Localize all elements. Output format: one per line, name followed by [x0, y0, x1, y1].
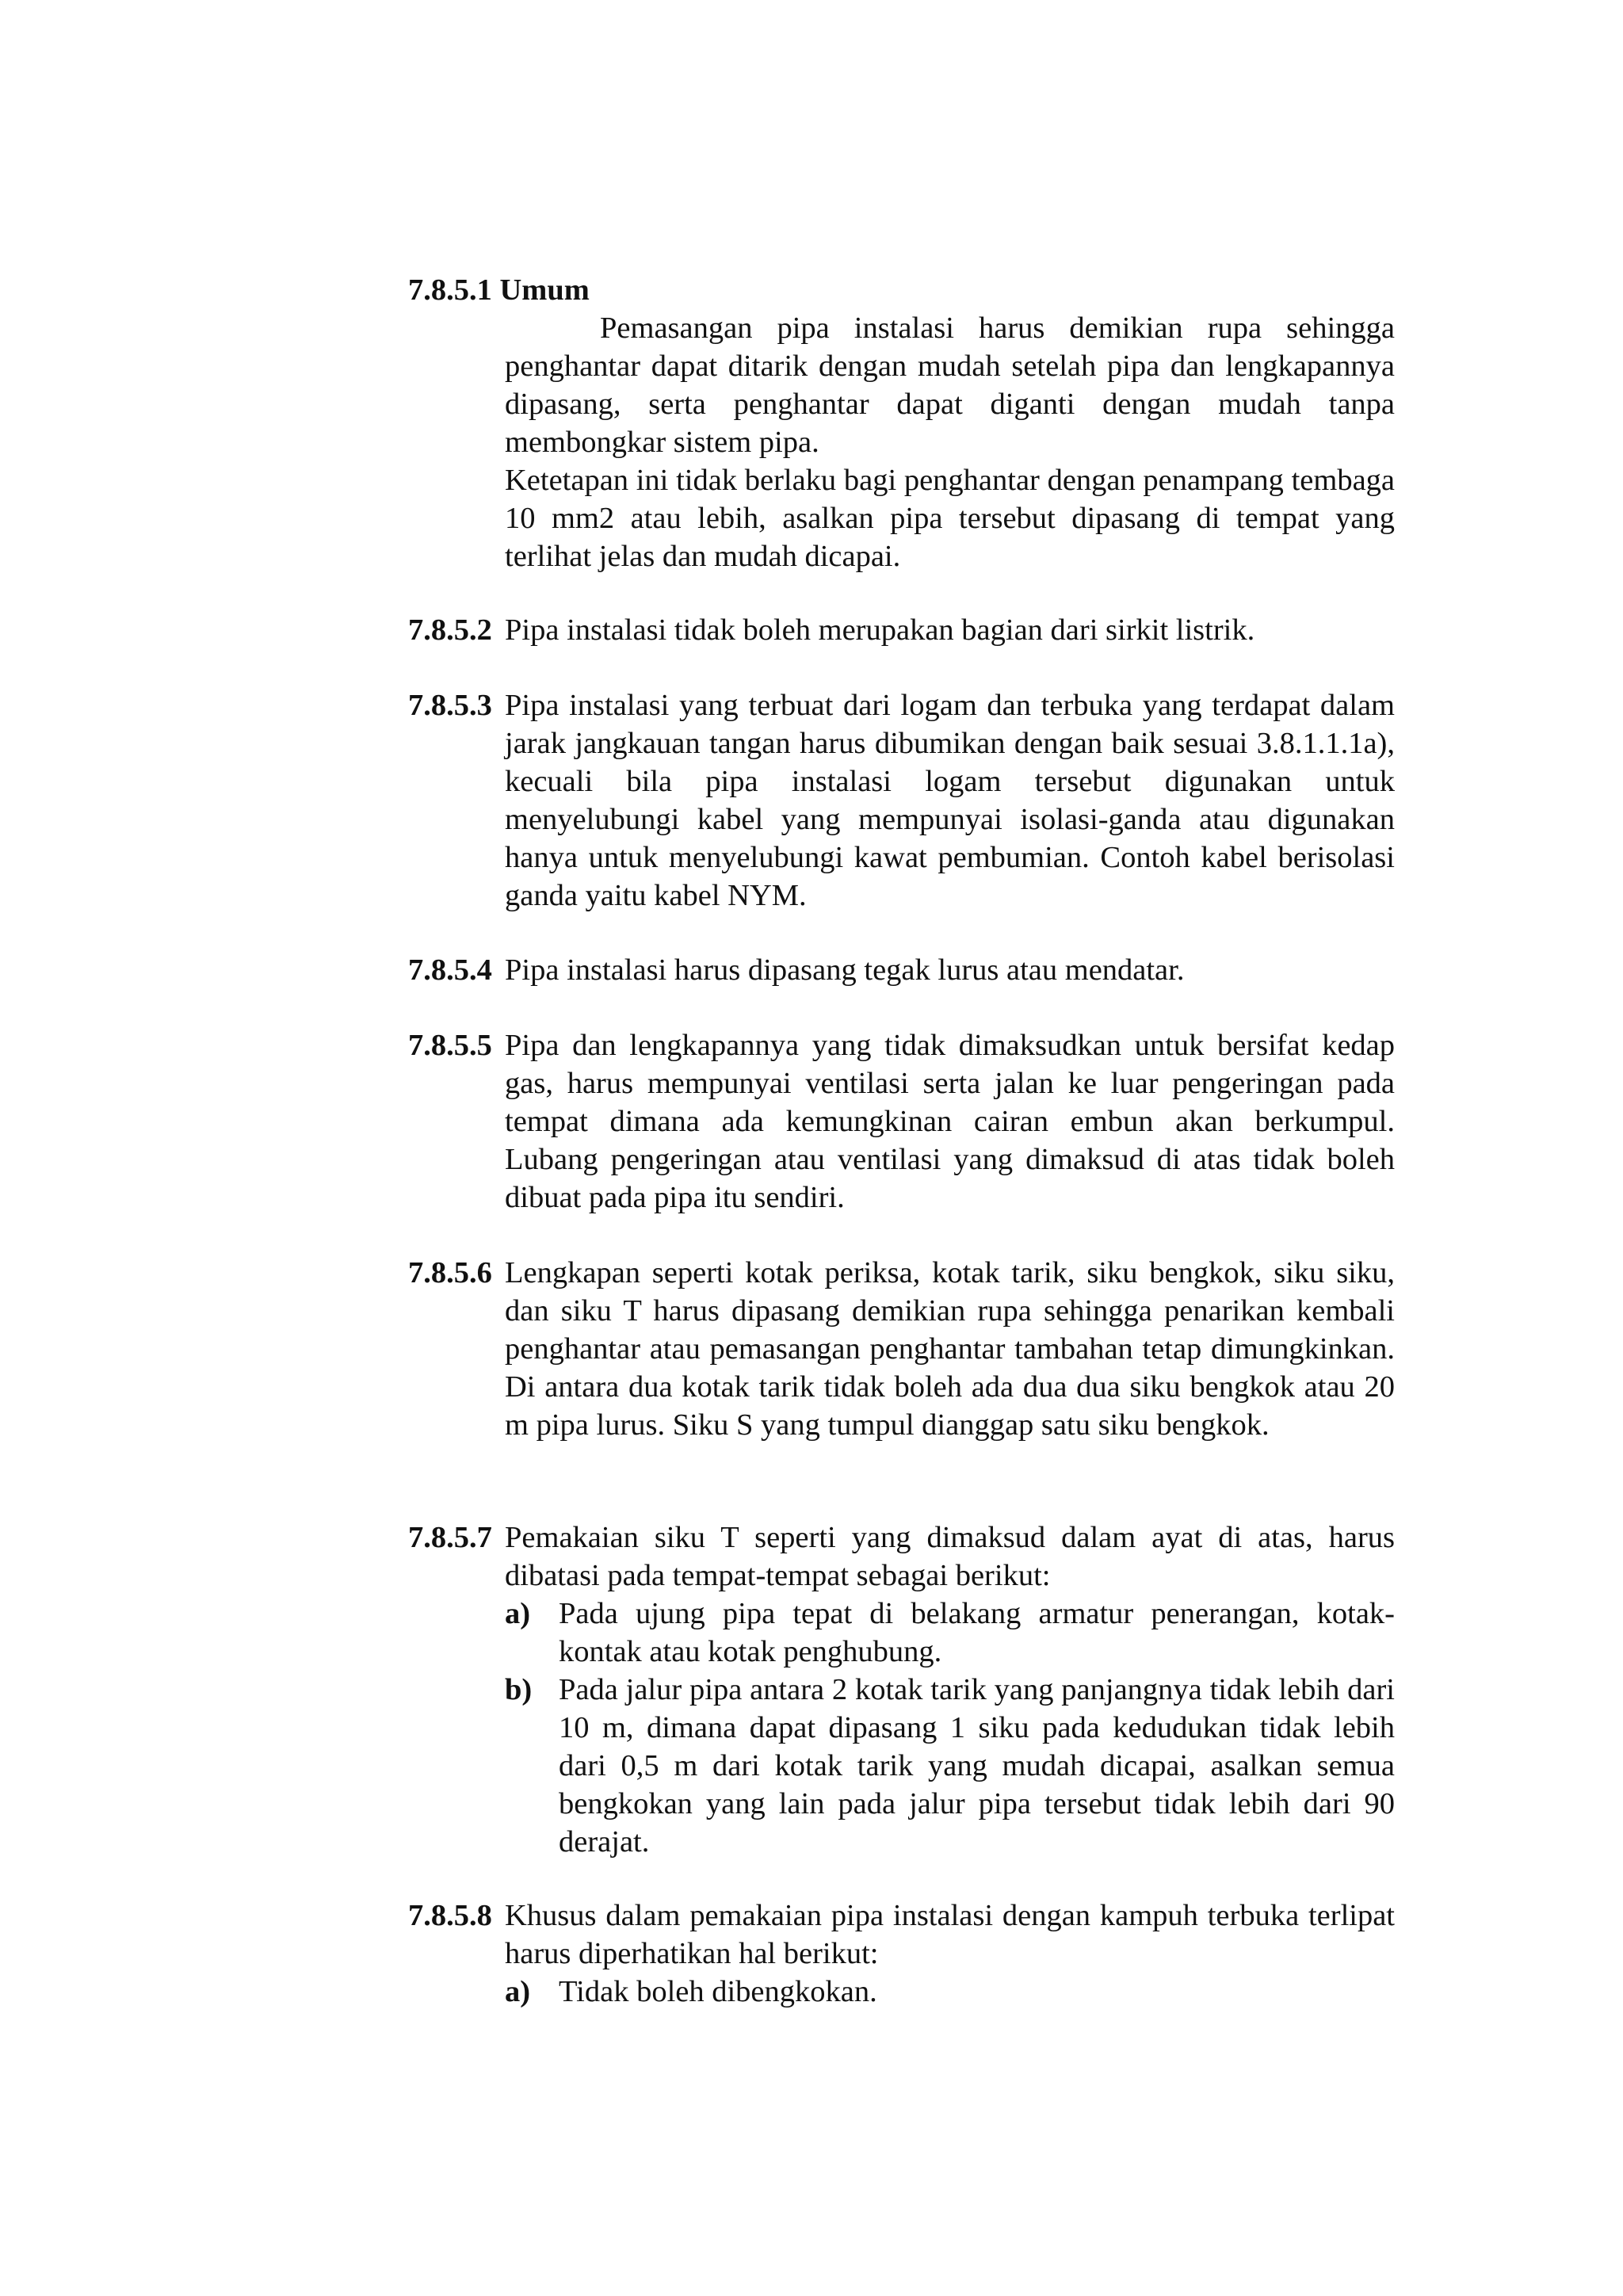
section-text: Pipa instalasi tidak boleh merupakan bagian dari sirkit listrik. [505, 613, 1255, 647]
section-7-8-5-1 [408, 271, 1395, 575]
list-item [505, 1973, 1395, 2011]
section-number: 7.8.5.2 [408, 613, 492, 647]
section-heading [408, 271, 1395, 309]
section-7-8-5-5 [408, 1026, 1395, 1217]
section-number: 7.8.5.4 [408, 953, 492, 987]
section-number: 7.8.5.5 [408, 1029, 492, 1062]
list-item-label: a) [505, 1975, 531, 2008]
section-text: Lengkapan seperti kotak periksa, kotak tarik, siku bengkok, siku siku, dan siku T harus dipasang demikian rupa sehingga penarikan kembali penghantar atau pemasangan penghantar tambahan tetap dimungkinkan. Di antara dua kotak tarik tidak boleh ada dua dua siku bengkok atau 20 m pipa lurus. Siku S yang tumpul dianggap satu siku bengkok. [505, 1256, 1395, 1442]
section-text: Khusus dalam pemakaian pipa instalasi dengan kampuh terbuka terlipat harus diperhatikan hal berikut: [505, 1899, 1395, 1970]
section-7-8-5-2 [408, 611, 1395, 649]
section-number: 7.8.5.1 [408, 273, 492, 307]
section-7-8-5-8 [408, 1897, 1395, 2011]
section-number: 7.8.5.7 [408, 1521, 492, 1554]
section-number: 7.8.5.8 [408, 1899, 492, 1932]
section-paragraph: Pemasangan pipa instalasi harus demikian rupa sehingga penghantar dapat ditarik dengan mudah setelah pipa dan lengkapannya dipasang, serta penghantar dapat diganti dengan mudah tanpa membongkar sistem pipa. [505, 311, 1395, 459]
section-text: Pipa dan lengkapannya yang tidak dimaksudkan untuk bersifat kedap gas, harus mempunyai ventilasi serta jalan ke luar pengeringan pada tempat dimana ada kemungkinan cairan embun akan berkumpul. Lubang pengeringan atau ventilasi yang dimaksud di atas tidak boleh dibuat pada pipa itu sendiri. [505, 1029, 1395, 1214]
list-item-text: Pada ujung pipa tepat di belakang armatur penerangan, kotak-kontak atau kotak penghubung. [559, 1597, 1395, 1668]
list-item-text: Pada jalur pipa antara 2 kotak tarik yang panjangnya tidak lebih dari 10 m, dimana dapat dipasang 1 siku pada kedudukan tidak lebih dari 0,5 m dari kotak tarik yang mudah dicapai, asalkan semua bengkokan yang lain pada jalur pipa tersebut tidak lebih dari 90 derajat. [559, 1673, 1395, 1859]
section-7-8-5-7 [408, 1519, 1395, 1861]
list-item-text: Tidak boleh dibengkokan. [559, 1975, 877, 2008]
list-item [505, 1595, 1395, 1671]
section-7-8-5-4 [408, 951, 1395, 989]
section-title: Umum [499, 273, 590, 307]
section-number: 7.8.5.3 [408, 689, 492, 722]
section-7-8-5-3 [408, 686, 1395, 915]
list-item-label: a) [505, 1597, 531, 1630]
section-7-8-5-6 [408, 1254, 1395, 1444]
section-paragraph: Ketetapan ini tidak berlaku bagi penghantar dengan penampang tembaga 10 mm2 atau lebih, asalkan pipa tersebut dipasang di tempat yang terlihat jelas dan mudah dicapai. [505, 464, 1395, 573]
section-text: Pemakaian siku T seperti yang dimaksud dalam ayat di atas, harus dibatasi pada tempat-tempat sebagai berikut: [505, 1521, 1395, 1592]
section-text: Pipa instalasi harus dipasang tegak lurus atau mendatar. [505, 953, 1185, 987]
section-number: 7.8.5.6 [408, 1256, 492, 1289]
section-text: Pipa instalasi yang terbuat dari logam dan terbuka yang terdapat dalam jarak jangkauan tangan harus dibumikan dengan baik sesuai 3.8.1.1.1a), kecuali bila pipa instalasi logam tersebut digunakan untuk menyelubungi kabel yang mempunyai isolasi-ganda atau digunakan hanya untuk menyelubungi kawat pembumian. Contoh kabel berisolasi ganda yaitu kabel NYM. [505, 689, 1395, 912]
list-item [505, 1671, 1395, 1861]
list-item-label: b) [505, 1673, 533, 1706]
